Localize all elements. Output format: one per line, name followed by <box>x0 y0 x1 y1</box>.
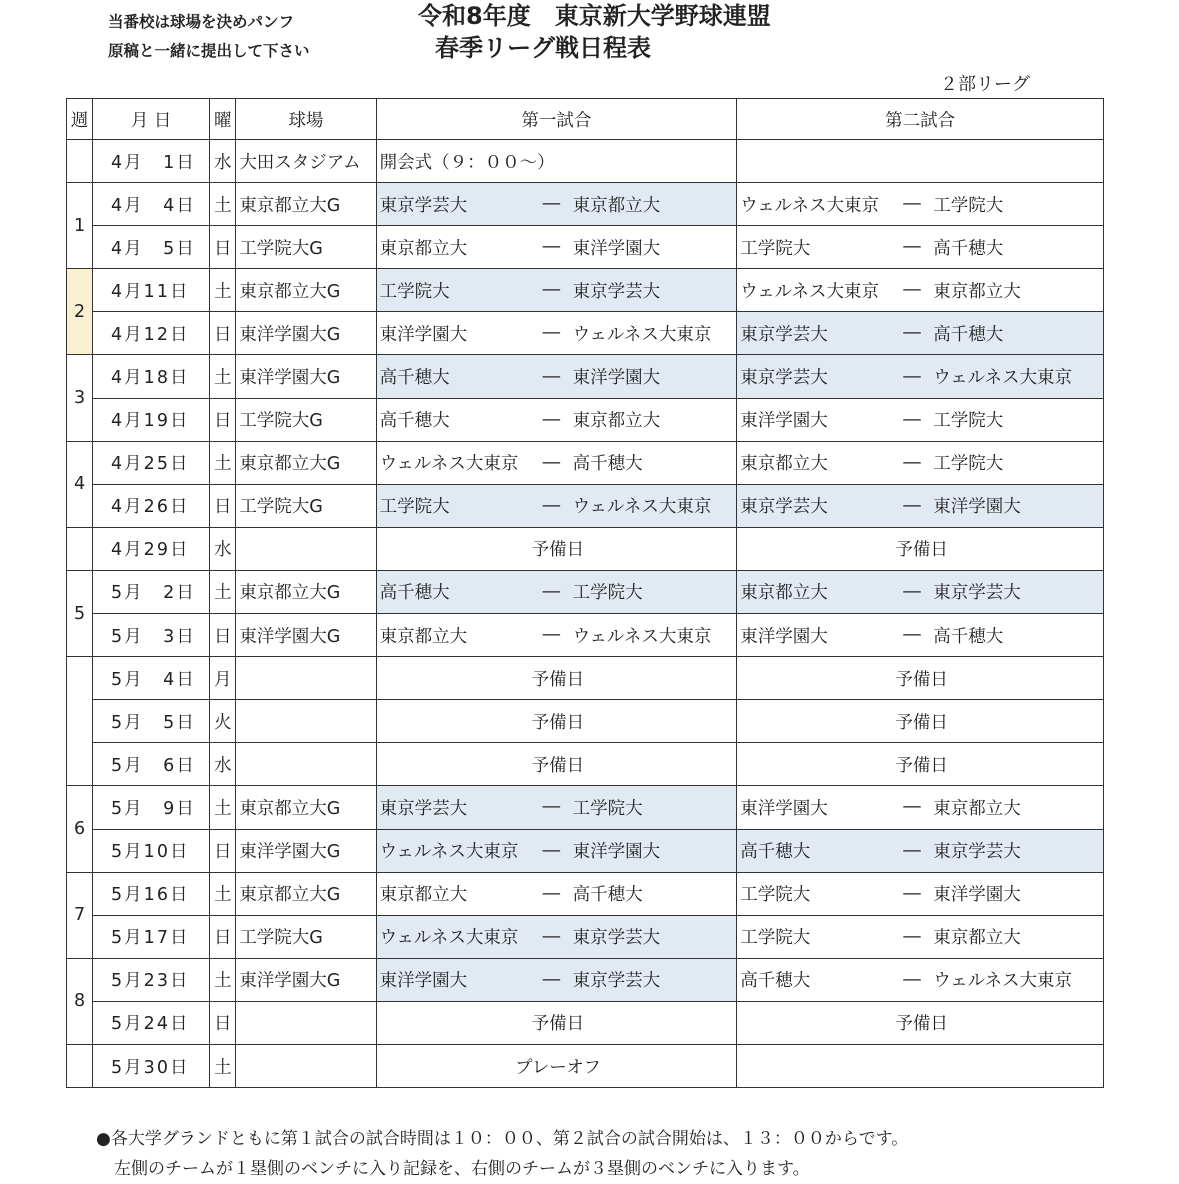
home-team: 東洋学園大 <box>740 798 828 819</box>
venue-cell <box>236 1001 376 1044</box>
week-cell <box>67 527 93 570</box>
game1-cell: 予備日 <box>376 743 737 786</box>
versus-dash: ― <box>903 323 921 344</box>
week-cell: 5 <box>67 570 93 656</box>
versus-dash: ― <box>903 625 921 646</box>
matchup <box>380 407 737 432</box>
venue-cell: 東京都立大G <box>236 269 376 312</box>
home-team: 高千穂大 <box>379 583 450 604</box>
venue-cell: 東洋学園大G <box>236 614 376 657</box>
venue-cell <box>236 743 376 786</box>
week-cell: 7 <box>67 872 93 958</box>
schedule-table <box>66 98 1104 1088</box>
game1-cell <box>376 355 737 398</box>
schedule-row <box>67 700 1104 743</box>
date-cell: 5月23日 <box>93 958 210 1001</box>
versus-dash: ― <box>542 237 561 258</box>
matchup <box>740 407 1103 432</box>
versus-dash: ― <box>542 840 561 861</box>
week-cell <box>67 140 93 183</box>
game2-cell <box>737 829 1104 872</box>
home-team: 東洋学園大 <box>740 626 828 647</box>
schedule-row <box>67 355 1104 398</box>
game2-cell <box>737 312 1104 355</box>
venue-cell: 東京都立大G <box>236 786 376 829</box>
versus-dash: ― <box>903 409 921 430</box>
game2-cell <box>737 355 1104 398</box>
home-team: 東京学芸大 <box>740 497 828 518</box>
week-cell <box>67 657 93 786</box>
away-team: 東京都立大 <box>933 928 1021 949</box>
home-team: 東京学芸大 <box>379 798 468 819</box>
date-cell: 4月11日 <box>93 269 210 312</box>
versus-dash: ― <box>903 883 921 904</box>
submission-note <box>108 8 310 66</box>
title-line: 春季リーグ戦日程表 <box>435 34 651 62</box>
weekday-cell: 土 <box>210 1044 236 1087</box>
venue-cell: 大田スタジアム <box>236 140 376 183</box>
home-team: ウェルネス大東京 <box>379 928 519 949</box>
date-cell: 4月19日 <box>93 398 210 441</box>
venue-cell: 東洋学園大G <box>236 958 376 1001</box>
weekday-cell: 月 <box>210 657 236 700</box>
date-cell: 4月29日 <box>93 527 210 570</box>
versus-dash: ― <box>903 452 921 473</box>
versus-dash: ― <box>542 366 561 387</box>
date-cell: 4月 1日 <box>93 140 210 183</box>
game2-cell <box>737 786 1104 829</box>
home-team: 高千穂大 <box>740 842 811 863</box>
versus-dash: ― <box>542 194 561 215</box>
away-team: 工学院大 <box>933 411 1004 432</box>
matchup <box>740 924 1103 949</box>
game1-cell <box>376 398 737 441</box>
versus-dash: ― <box>903 581 921 602</box>
home-team: 東洋学園大 <box>379 324 468 345</box>
game2-cell: 予備日 <box>737 1001 1104 1044</box>
venue-cell <box>236 1044 376 1087</box>
schedule-row <box>67 269 1104 312</box>
date-cell: 5月 2日 <box>93 570 210 613</box>
weekday-cell: 日 <box>210 484 236 527</box>
away-team: 東京都立大 <box>572 195 661 216</box>
game1-cell <box>376 872 737 915</box>
date-cell: 4月25日 <box>93 441 210 484</box>
away-team: 東京学芸大 <box>933 842 1021 863</box>
away-team: ウェルネス大東京 <box>572 626 712 647</box>
page-title <box>380 0 880 64</box>
date-cell: 5月16日 <box>93 872 210 915</box>
away-team: 東洋学園大 <box>933 885 1021 906</box>
home-team: 高千穂大 <box>379 411 450 432</box>
weekday-cell: 水 <box>210 743 236 786</box>
weekday-cell: 土 <box>210 872 236 915</box>
schedule-row <box>67 527 1104 570</box>
away-team: ウェルネス大東京 <box>572 324 712 345</box>
game2-cell <box>737 140 1104 183</box>
schedule-row <box>67 570 1104 613</box>
game1-cell <box>376 441 737 484</box>
venue-cell: 東京都立大G <box>236 183 376 226</box>
schedule-row <box>67 1044 1104 1087</box>
matchup <box>380 881 737 906</box>
home-team: 東京都立大 <box>379 626 468 647</box>
versus-dash: ― <box>903 280 921 301</box>
versus-dash: ― <box>542 883 561 904</box>
versus-dash: ― <box>542 625 561 646</box>
week-cell: 2 <box>67 269 93 355</box>
home-team: 東京都立大 <box>740 583 828 604</box>
weekday-cell: 土 <box>210 183 236 226</box>
away-team: 東洋学園大 <box>572 238 661 259</box>
venue-cell <box>236 657 376 700</box>
matchup <box>380 623 737 648</box>
away-team: ウェルネス大東京 <box>572 497 712 518</box>
game1-cell: 予備日 <box>376 700 737 743</box>
game1-cell: 予備日 <box>376 657 737 700</box>
matchup <box>380 795 737 820</box>
header-week: 週 <box>67 99 93 140</box>
venue-cell: 工学院大G <box>236 398 376 441</box>
footer-notes <box>96 1124 908 1184</box>
league-label: ２部リーグ <box>940 74 1030 95</box>
schedule-row <box>67 915 1104 958</box>
week-cell: 3 <box>67 355 93 441</box>
matchup <box>380 579 737 604</box>
versus-dash: ― <box>542 452 561 473</box>
away-team: 高千穂大 <box>933 626 1004 647</box>
venue-cell: 東京都立大G <box>236 570 376 613</box>
game2-cell: 予備日 <box>737 743 1104 786</box>
header-date: 月 日 <box>93 99 210 140</box>
home-team: 東京都立大 <box>379 238 468 259</box>
header-game1: 第一試合 <box>376 99 737 140</box>
home-team: ウェルネス大東京 <box>740 195 880 216</box>
matchup <box>380 967 737 992</box>
weekday-cell: 日 <box>210 915 236 958</box>
game2-cell <box>737 614 1104 657</box>
away-team: 高千穂大 <box>933 238 1004 259</box>
matchup <box>380 450 737 475</box>
weekday-cell: 土 <box>210 441 236 484</box>
weekday-cell: 火 <box>210 700 236 743</box>
matchup <box>740 838 1103 863</box>
schedule-row <box>67 183 1104 226</box>
game1-cell <box>376 829 737 872</box>
week-cell: 1 <box>67 183 93 269</box>
venue-cell: 工学院大G <box>236 226 376 269</box>
home-team: ウェルネス大東京 <box>740 281 880 302</box>
home-team: ウェルネス大東京 <box>379 842 519 863</box>
matchup <box>740 493 1103 518</box>
game1-cell <box>376 958 737 1001</box>
venue-cell: 東洋学園大G <box>236 355 376 398</box>
game2-cell <box>737 441 1104 484</box>
matchup <box>380 192 737 217</box>
matchup <box>740 795 1103 820</box>
game2-cell <box>737 1044 1104 1087</box>
matchup <box>740 881 1103 906</box>
away-team: 東京都立大 <box>572 411 661 432</box>
game1-cell: 予備日 <box>376 527 737 570</box>
versus-dash: ― <box>542 926 561 947</box>
header-row <box>67 99 1104 140</box>
versus-dash: ― <box>903 969 921 990</box>
date-cell: 5月24日 <box>93 1001 210 1044</box>
header-day: 曜 <box>210 99 236 140</box>
game2-cell <box>737 915 1104 958</box>
game1-cell <box>376 312 737 355</box>
matchup <box>740 192 1103 217</box>
submission-note-line: 原稿と一緒に提出して下さい <box>108 42 310 60</box>
weekday-cell: 日 <box>210 398 236 441</box>
date-cell: 5月 6日 <box>93 743 210 786</box>
game2-cell <box>737 570 1104 613</box>
matchup <box>740 364 1103 389</box>
game1-cell <box>376 269 737 312</box>
weekday-cell: 日 <box>210 829 236 872</box>
versus-dash: ― <box>903 495 921 516</box>
footer-line: ●各大学グランドともに第１試合の試合時間は１０：００、第２試合の試合開始は、１３：００からです。 <box>96 1129 909 1149</box>
versus-dash: ― <box>542 581 561 602</box>
game2-cell: 予備日 <box>737 527 1104 570</box>
title-line: 令和8年度 東京新大学野球連盟 <box>418 2 771 30</box>
schedule-row <box>67 614 1104 657</box>
home-team: 工学院大 <box>740 885 811 906</box>
schedule-row <box>67 657 1104 700</box>
away-team: 東京都立大 <box>933 281 1021 302</box>
game2-cell <box>737 183 1104 226</box>
date-cell: 4月18日 <box>93 355 210 398</box>
schedule-row <box>67 484 1104 527</box>
date-cell: 4月12日 <box>93 312 210 355</box>
versus-dash: ― <box>542 323 561 344</box>
game2-cell <box>737 226 1104 269</box>
versus-dash: ― <box>903 926 921 947</box>
home-team: ウェルネス大東京 <box>379 454 519 475</box>
away-team: 高千穂大 <box>572 454 643 475</box>
game2-cell <box>737 484 1104 527</box>
versus-dash: ― <box>903 194 921 215</box>
game1-cell <box>376 183 737 226</box>
venue-cell: 東京都立大G <box>236 872 376 915</box>
game1-cell <box>376 915 737 958</box>
away-team: 高千穂大 <box>933 324 1004 345</box>
game1-cell <box>376 614 737 657</box>
matchup <box>380 235 737 260</box>
weekday-cell: 水 <box>210 140 236 183</box>
weekday-cell: 土 <box>210 269 236 312</box>
venue-cell: 東洋学園大G <box>236 312 376 355</box>
matchup <box>380 924 737 949</box>
away-team: 東洋学園大 <box>572 842 661 863</box>
matchup <box>740 450 1103 475</box>
game2-cell: 予備日 <box>737 700 1104 743</box>
schedule-row <box>67 872 1104 915</box>
versus-dash: ― <box>903 797 921 818</box>
weekday-cell: 日 <box>210 614 236 657</box>
matchup <box>740 321 1103 346</box>
weekday-cell: 日 <box>210 312 236 355</box>
venue-cell: 工学院大G <box>236 915 376 958</box>
game1-cell <box>376 786 737 829</box>
versus-dash: ― <box>542 969 561 990</box>
versus-dash: ― <box>542 495 561 516</box>
away-team: 高千穂大 <box>572 885 643 906</box>
schedule-row <box>67 312 1104 355</box>
venue-cell <box>236 700 376 743</box>
schedule-row <box>67 958 1104 1001</box>
home-team: 工学院大 <box>379 281 450 302</box>
away-team: 東京都立大 <box>933 798 1021 819</box>
date-cell: 5月30日 <box>93 1044 210 1087</box>
weekday-cell: 土 <box>210 958 236 1001</box>
matchup <box>740 278 1103 303</box>
away-team: 工学院大 <box>933 195 1004 216</box>
weekday-cell: 土 <box>210 570 236 613</box>
versus-dash: ― <box>542 797 561 818</box>
versus-dash: ― <box>903 237 921 258</box>
matchup <box>380 364 737 389</box>
week-cell: 4 <box>67 441 93 527</box>
versus-dash: ― <box>903 840 921 861</box>
home-team: 高千穂大 <box>740 971 811 992</box>
matchup <box>740 967 1103 992</box>
date-cell: 4月 4日 <box>93 183 210 226</box>
home-team: 工学院大 <box>740 238 811 259</box>
header-game2: 第二試合 <box>737 99 1104 140</box>
away-team: 東京学芸大 <box>572 928 661 949</box>
date-cell: 5月 3日 <box>93 614 210 657</box>
schedule-row <box>67 441 1104 484</box>
away-team: 工学院大 <box>572 583 643 604</box>
home-team: 東洋学園大 <box>379 971 468 992</box>
away-team: 東京学芸大 <box>933 583 1021 604</box>
away-team: 東洋学園大 <box>572 368 661 389</box>
game1-cell: 予備日 <box>376 1001 737 1044</box>
schedule-body <box>67 140 1104 1088</box>
venue-cell: 東京都立大G <box>236 441 376 484</box>
schedule-row <box>67 398 1104 441</box>
game2-cell <box>737 958 1104 1001</box>
away-team: ウェルネス大東京 <box>933 368 1073 389</box>
home-team: 東洋学園大 <box>740 411 828 432</box>
weekday-cell: 土 <box>210 786 236 829</box>
schedule-row <box>67 743 1104 786</box>
game1-cell: 開会式（９：００～） <box>376 140 737 183</box>
date-cell: 5月 9日 <box>93 786 210 829</box>
away-team: 工学院大 <box>572 798 643 819</box>
game2-cell <box>737 269 1104 312</box>
matchup <box>740 623 1103 648</box>
schedule-row <box>67 226 1104 269</box>
home-team: 工学院大 <box>740 928 811 949</box>
schedule-row <box>67 140 1104 183</box>
game1-cell <box>376 570 737 613</box>
away-team: 東洋学園大 <box>933 497 1021 518</box>
weekday-cell: 日 <box>210 1001 236 1044</box>
schedule-row <box>67 1001 1104 1044</box>
submission-note-line: 当番校は球場を決めパンフ <box>108 13 295 31</box>
matchup <box>740 235 1103 260</box>
week-cell: 8 <box>67 958 93 1044</box>
weekday-cell: 土 <box>210 355 236 398</box>
date-cell: 5月 5日 <box>93 700 210 743</box>
schedule-row <box>67 829 1104 872</box>
versus-dash: ― <box>542 409 561 430</box>
game2-cell <box>737 872 1104 915</box>
away-team: 工学院大 <box>933 454 1004 475</box>
date-cell: 5月 4日 <box>93 657 210 700</box>
game1-cell: プレーオフ <box>376 1044 737 1087</box>
matchup <box>380 278 737 303</box>
game2-cell <box>737 398 1104 441</box>
venue-cell <box>236 527 376 570</box>
game1-cell <box>376 484 737 527</box>
date-cell: 5月17日 <box>93 915 210 958</box>
week-cell <box>67 1044 93 1087</box>
matchup <box>380 321 737 346</box>
matchup <box>380 838 737 863</box>
venue-cell: 工学院大G <box>236 484 376 527</box>
home-team: 東京学芸大 <box>379 195 468 216</box>
footer-line: 左側のチームが１塁側のベンチに入り記録を、右側のチームが３塁側のベンチに入ります。 <box>114 1159 810 1179</box>
date-cell: 4月 5日 <box>93 226 210 269</box>
weekday-cell: 水 <box>210 527 236 570</box>
game1-cell <box>376 226 737 269</box>
home-team: 東京学芸大 <box>740 368 828 389</box>
matchup <box>740 579 1103 604</box>
game2-cell: 予備日 <box>737 657 1104 700</box>
home-team: 東京学芸大 <box>740 324 828 345</box>
home-team: 東京都立大 <box>379 885 468 906</box>
date-cell: 5月10日 <box>93 829 210 872</box>
venue-cell: 東洋学園大G <box>236 829 376 872</box>
schedule-row <box>67 786 1104 829</box>
home-team: 工学院大 <box>379 497 450 518</box>
home-team: 高千穂大 <box>379 368 450 389</box>
matchup <box>380 493 737 518</box>
header-venue: 球場 <box>236 99 376 140</box>
date-cell: 4月26日 <box>93 484 210 527</box>
weekday-cell: 日 <box>210 226 236 269</box>
away-team: 東京学芸大 <box>572 281 661 302</box>
versus-dash: ― <box>903 366 921 387</box>
away-team: ウェルネス大東京 <box>933 971 1073 992</box>
week-cell: 6 <box>67 786 93 872</box>
home-team: 東京都立大 <box>740 454 828 475</box>
versus-dash: ― <box>542 280 561 301</box>
away-team: 東京学芸大 <box>572 971 661 992</box>
